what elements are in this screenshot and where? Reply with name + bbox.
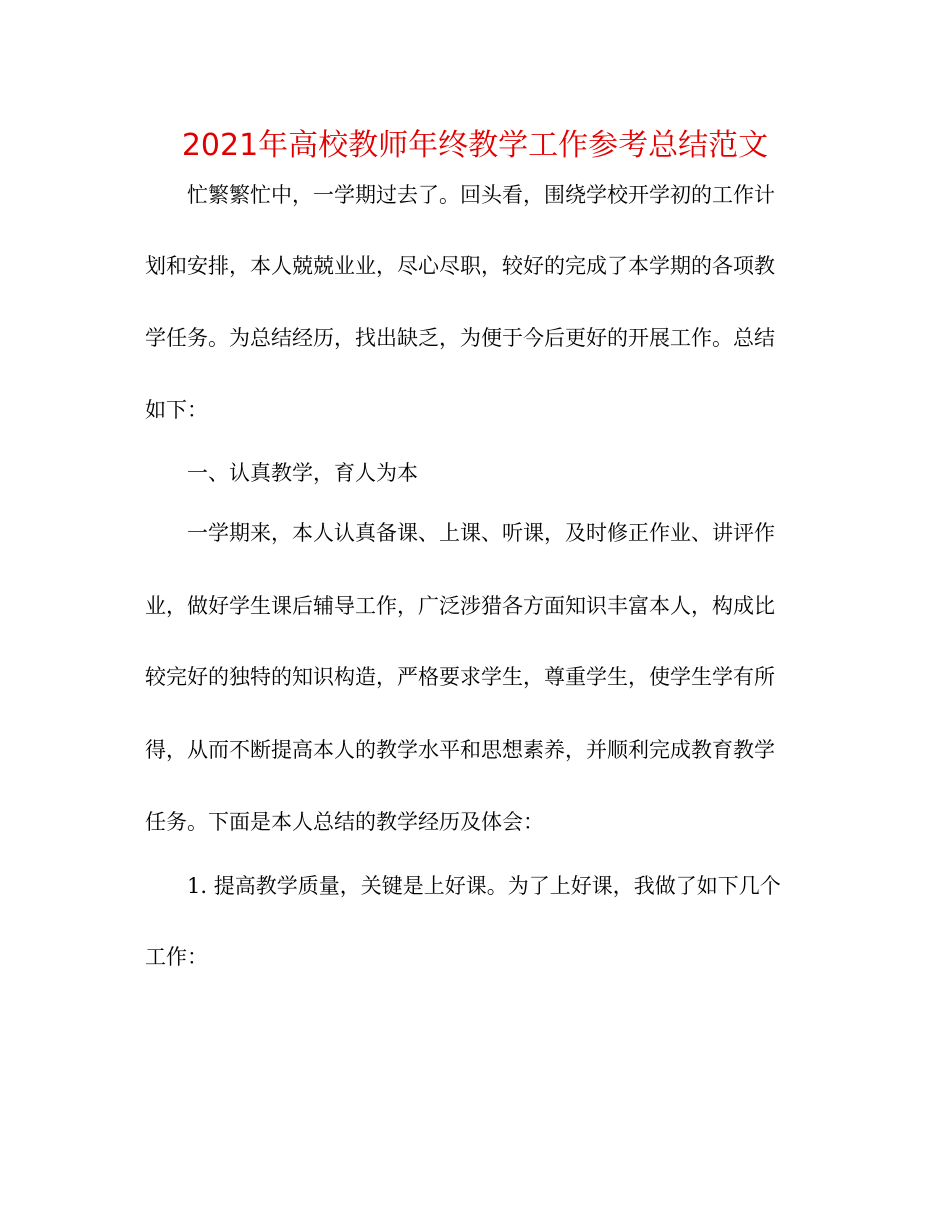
paragraph-line: 一学期来，本人认真备课、上课、听课，及时修正作业、讲评作 — [187, 521, 775, 545]
list-item-line: 1. 提高教学质量，关键是上好课。为了上好课，我做了如下几个 — [187, 874, 781, 898]
section-heading: 一、认真教学，育人为本 — [187, 461, 418, 485]
paragraph-line: 划和安排，本人兢兢业业，尽心尽职，较好的完成了本学期的各项教 — [145, 254, 775, 278]
paragraph-line: 忙繁繁忙中，一学期过去了。回头看，围绕学校开学初的工作计 — [187, 183, 775, 207]
paragraph-line: 业，做好学生课后辅导工作，广泛涉猎各方面知识丰富本人，构成比 — [145, 594, 775, 618]
paragraph-line: 得，从而不断提高本人的教学水平和思想素养，并顺利完成教育教学 — [145, 738, 775, 762]
paragraph-line: 较完好的独特的知识构造，严格要求学生，尊重学生，使学生学有所 — [145, 665, 775, 689]
paragraph-line: 工作： — [145, 945, 208, 969]
paragraph-line: 如下： — [145, 398, 208, 422]
paragraph-line: 任务。下面是本人总结的教学经历及体会： — [145, 810, 544, 834]
document-title: 2021年高校教师年终教学工作参考总结范文 — [181, 128, 769, 163]
paragraph-line: 学任务。为总结经历，找出缺乏，为便于今后更好的开展工作。总结 — [145, 326, 775, 350]
